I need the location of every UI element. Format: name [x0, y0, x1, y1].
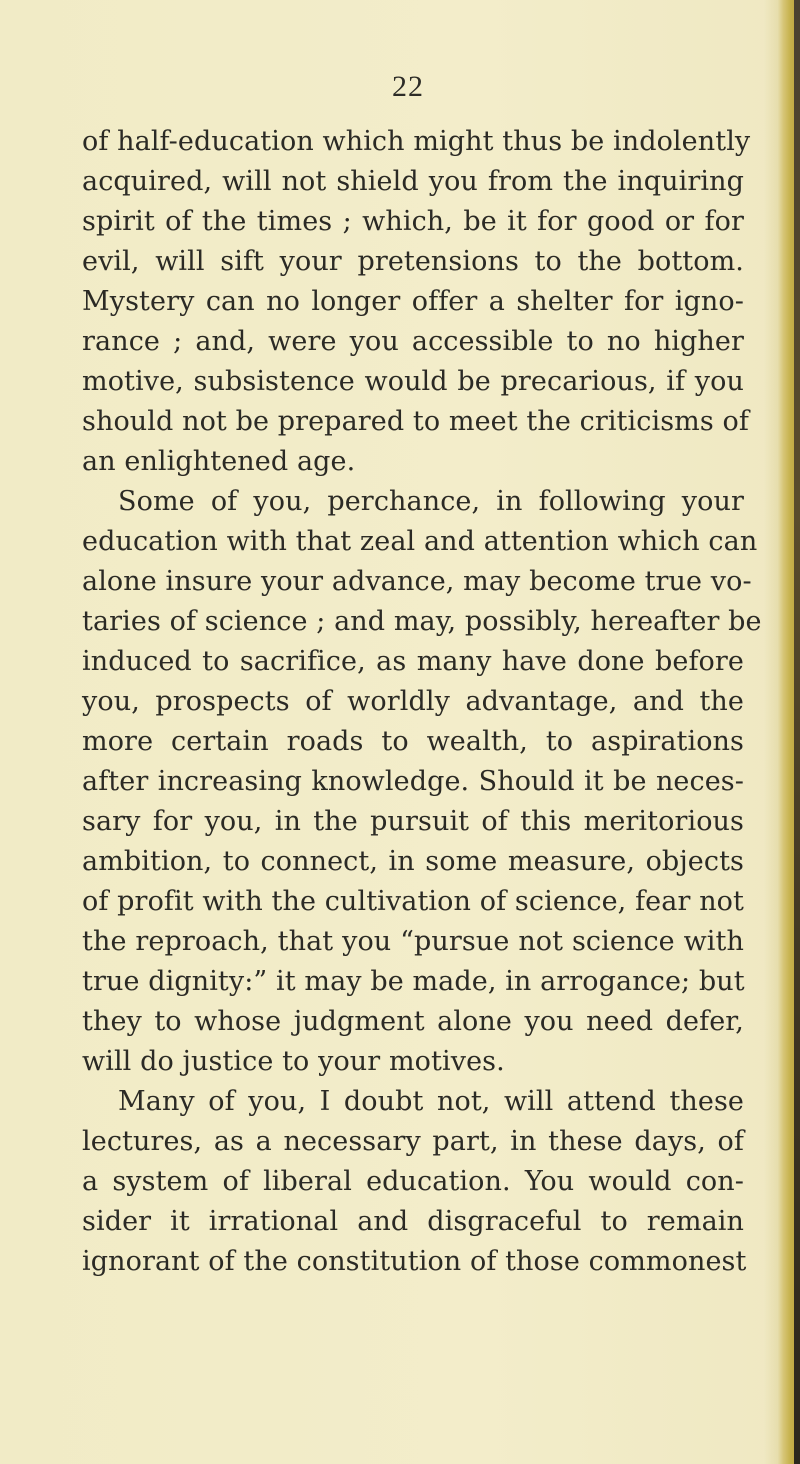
text-line: ambition, to connect, in some measure, objects [82, 846, 744, 877]
text-line: taries of science ; and may, possibly, hereafter be [82, 606, 762, 637]
text-line: acquired, will not shield you from the inquiring [82, 166, 744, 197]
text-line: will do justice to your motives. [82, 1046, 505, 1077]
text-line: after increasing knowledge. Should it be neces- [82, 766, 744, 797]
binding-edge [794, 0, 800, 1464]
text-line: a system of liberal education. You would con- [82, 1166, 744, 1197]
body-text [82, 122, 762, 1282]
text-line: lectures, as a necessary part, in these days, of [82, 1126, 744, 1157]
text-line: the reproach, that you “pursue not science with [82, 926, 744, 957]
page-edge-shadow [764, 0, 778, 1464]
text-line: you, prospects of worldly advantage, and the [82, 686, 744, 717]
text-line: alone insure your advance, may become true vo- [82, 566, 752, 597]
page-number: 22 [392, 70, 424, 103]
text-line: true dignity:” it may be made, in arrogance; but [82, 966, 745, 997]
text-line: of profit with the cultivation of science, fear not [82, 886, 744, 917]
text-line: spirit of the times ; which, be it for good or for [82, 206, 744, 237]
text-line: sary for you, in the pursuit of this meritorious [82, 806, 744, 837]
text-line: Mystery can no longer offer a shelter for igno- [82, 286, 744, 317]
text-line: should not be prepared to meet the criticisms of [82, 406, 749, 437]
text-line: sider it irrational and disgraceful to remain [82, 1206, 744, 1237]
text-line: evil, will sift your pretensions to the bottom. [82, 246, 744, 277]
text-line: motive, subsistence would be precarious, if you [82, 366, 744, 397]
text-line: more certain roads to wealth, to aspirations [82, 726, 744, 757]
text-line: Some of you, perchance, in following your [118, 486, 744, 517]
text-line: Many of you, I doubt not, will attend these [118, 1086, 744, 1117]
text-line: an enlightened age. [82, 446, 356, 477]
text-line: they to whose judgment alone you need defer, [82, 1006, 744, 1037]
text-line: induced to sacrifice, as many have done before [82, 646, 744, 677]
text-line: education with that zeal and attention which can [82, 526, 758, 557]
text-line: of half-education which might thus be indolently [82, 126, 751, 157]
text-line: ignorant of the constitution of those commonest [82, 1246, 747, 1277]
text-line: rance ; and, were you accessible to no higher [82, 326, 744, 357]
